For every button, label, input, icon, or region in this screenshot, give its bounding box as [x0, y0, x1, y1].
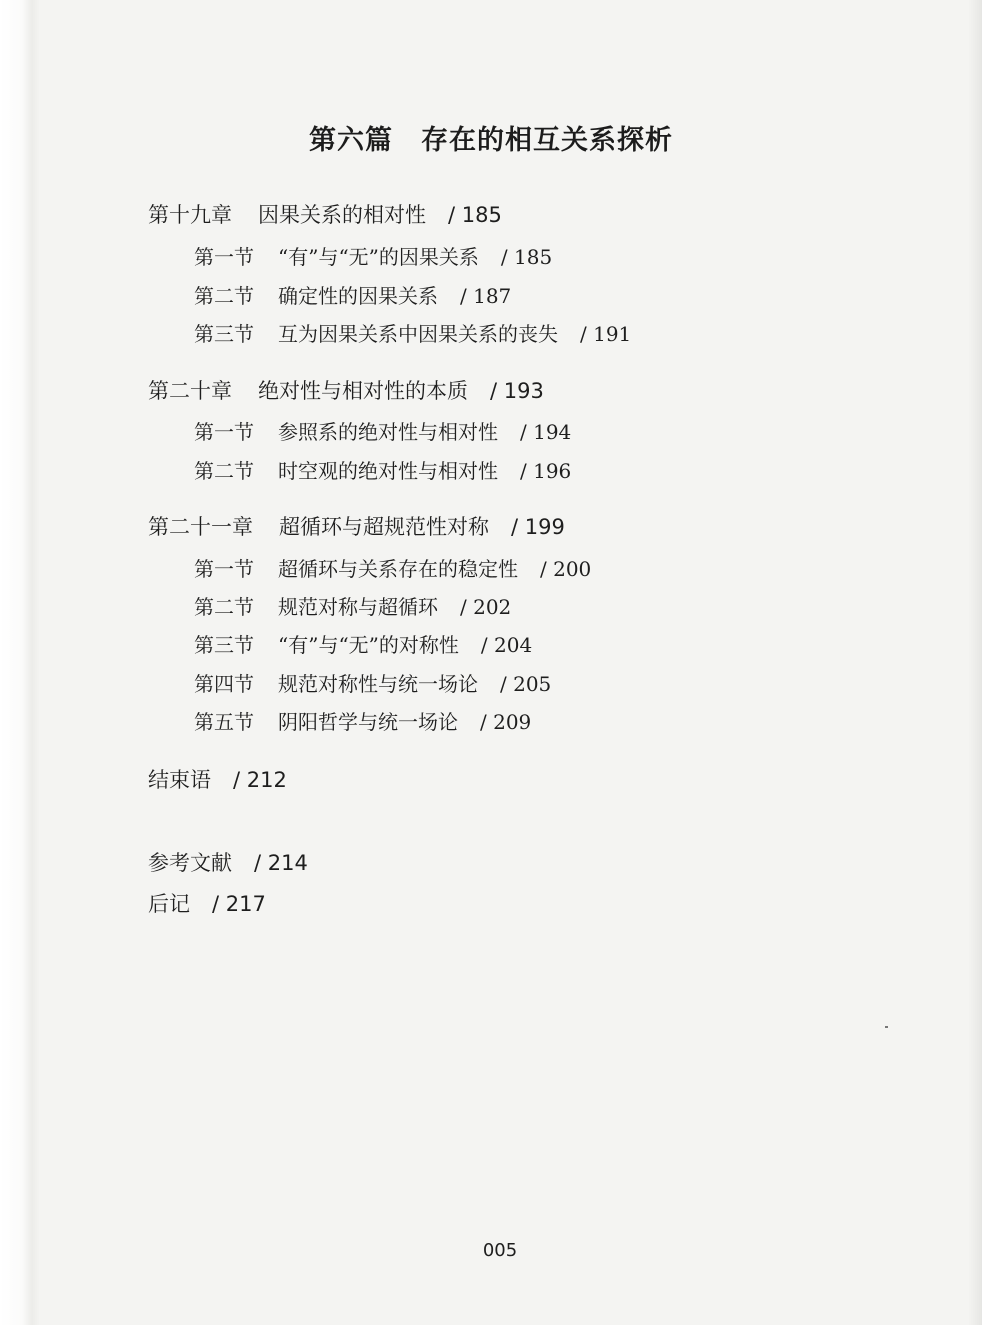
section-page: / 187 [460, 284, 512, 308]
section-label: 第二节 [194, 595, 254, 619]
entry-page: / 217 [212, 892, 266, 916]
section-page: / 194 [520, 420, 572, 444]
chapter-title: 超循环与超规范性对称 [279, 515, 489, 539]
section-title: 超循环与关系存在的稳定性 [278, 557, 518, 581]
section-page: / 196 [520, 459, 572, 483]
toc-section-19-2 [194, 280, 511, 309]
section-page: / 202 [460, 595, 512, 619]
section-label: 第三节 [194, 322, 254, 346]
section-title: 规范对称与超循环 [278, 595, 438, 619]
section-title: “有”与“无”的因果关系 [278, 245, 479, 269]
page-binding-shadow [0, 0, 40, 1325]
entry-title: 后记 [148, 892, 190, 916]
section-title: 确定性的因果关系 [278, 284, 438, 308]
section-label: 第四节 [194, 672, 254, 696]
chapter-label: 第二十一章 [148, 515, 253, 539]
section-title: 互为因果关系中因果关系的丧失 [278, 322, 558, 346]
toc-chapter-19 [148, 199, 502, 229]
page-number: 005 [482, 1240, 518, 1261]
section-title: “有”与“无”的对称性 [278, 633, 459, 657]
entry-page: / 214 [254, 851, 308, 875]
section-page: / 200 [540, 557, 592, 581]
toc-chapter-21 [148, 511, 565, 541]
section-page: / 191 [580, 322, 632, 346]
chapter-page: / 185 [448, 203, 502, 227]
toc-section-21-2 [194, 591, 511, 620]
toc-section-20-2 [194, 455, 571, 484]
chapter-title: 因果关系的相对性 [258, 203, 426, 227]
section-label: 第一节 [194, 245, 254, 269]
section-page: / 185 [500, 245, 553, 269]
toc-section-19-1 [194, 241, 552, 270]
chapter-page: / 199 [511, 515, 565, 539]
section-label: 第二节 [194, 459, 254, 483]
page-edge-shadow [968, 0, 982, 1325]
toc-references [148, 847, 308, 877]
toc-section-21-1 [194, 553, 591, 582]
section-title: 规范对称性与统一场论 [278, 672, 478, 696]
scan-speck [885, 1026, 888, 1028]
section-label: 第五节 [194, 710, 254, 734]
section-label: 第一节 [194, 557, 254, 581]
toc-section-21-4 [194, 668, 551, 697]
section-title: 参照系的绝对性与相对性 [278, 420, 498, 444]
chapter-label: 第二十章 [148, 379, 232, 403]
section-page: / 205 [500, 672, 552, 696]
section-title: 阴阳哲学与统一场论 [278, 710, 458, 734]
toc-conclusion [148, 764, 287, 794]
section-title: 时空观的绝对性与相对性 [278, 459, 498, 483]
entry-title: 结束语 [148, 768, 211, 792]
toc-section-21-3 [194, 629, 532, 658]
entry-page: / 212 [233, 768, 287, 792]
section-label: 第一节 [194, 420, 254, 444]
toc-chapter-20 [148, 375, 544, 405]
part-title: 第六篇 存在的相互关系探析 [309, 125, 673, 156]
chapter-title: 绝对性与相对性的本质 [258, 379, 468, 403]
section-page: / 204 [480, 633, 533, 657]
chapter-label: 第十九章 [148, 203, 232, 227]
section-label: 第二节 [194, 284, 254, 308]
section-label: 第三节 [194, 633, 254, 657]
toc-section-20-1 [194, 416, 571, 445]
toc-section-21-5 [194, 706, 531, 735]
entry-title: 参考文献 [148, 851, 232, 875]
toc-afterword [148, 888, 266, 918]
chapter-page: / 193 [490, 379, 544, 403]
section-page: / 209 [480, 710, 532, 734]
toc-section-19-3 [194, 318, 631, 347]
